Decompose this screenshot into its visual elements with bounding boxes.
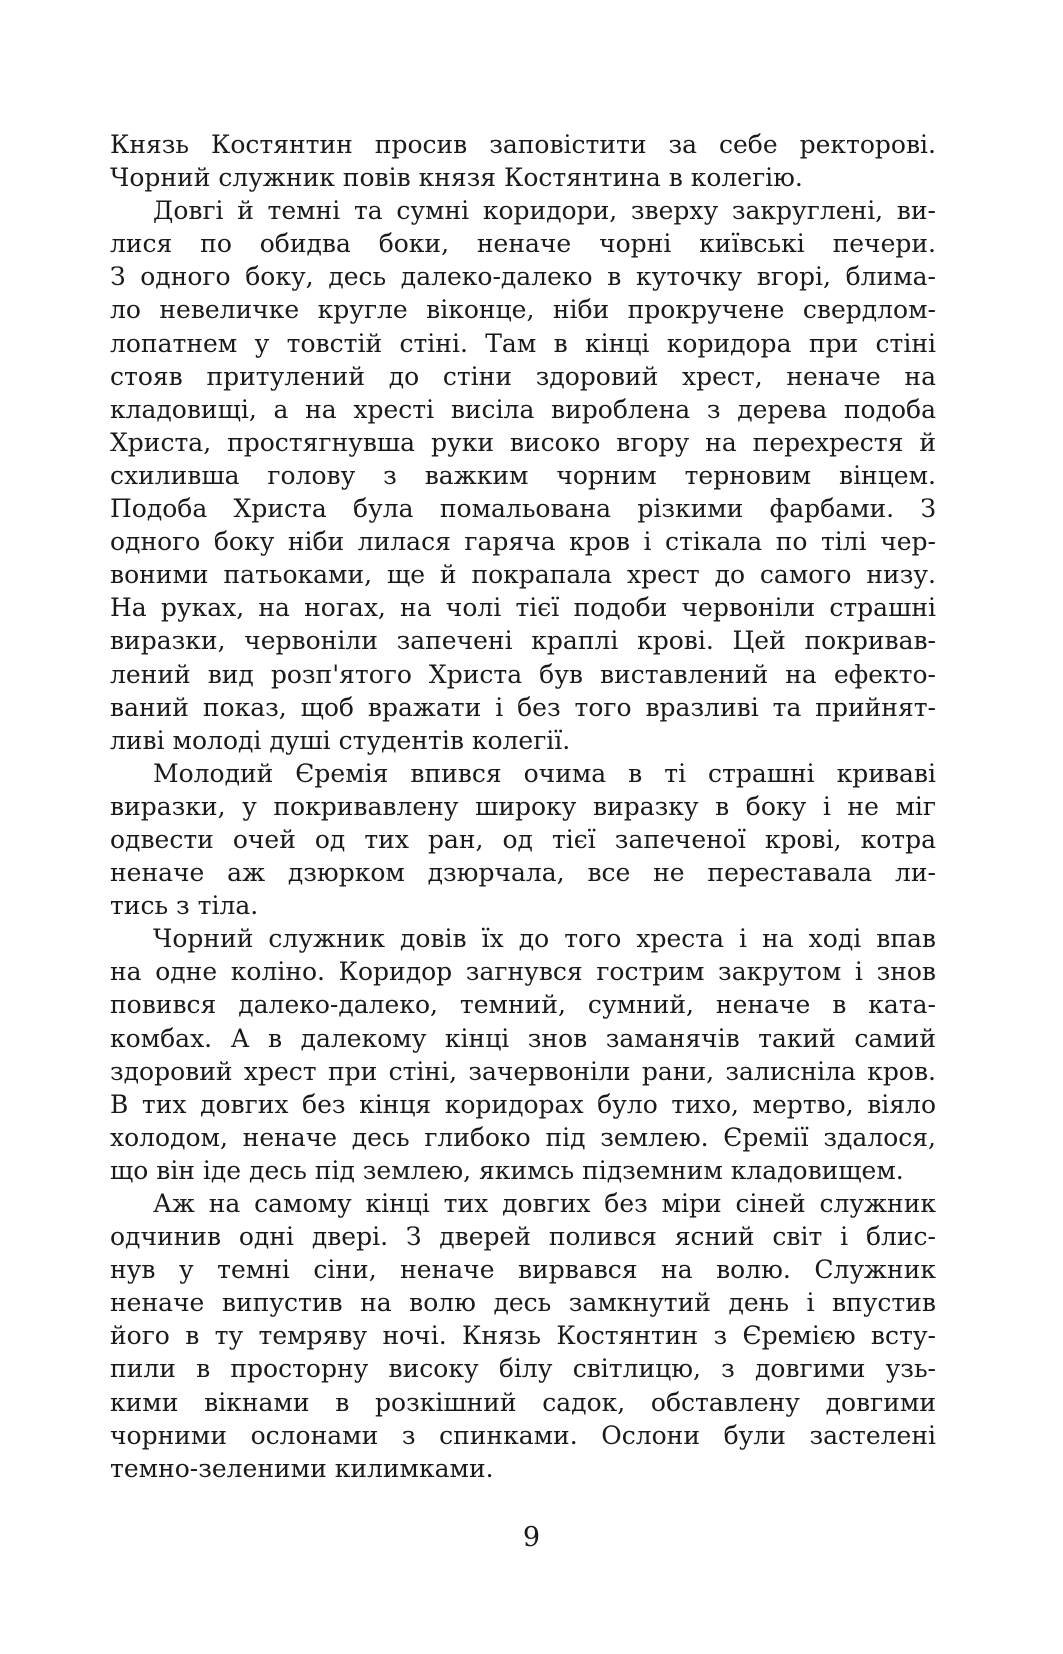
text-line: В тих довгих без кінця коридорах було тихо, мертво, віяло xyxy=(110,1089,936,1119)
text-line: одного боку ніби лилася гаряча кров і стікала по тілі чер- xyxy=(110,527,936,557)
text-line: одвести очей од тих ран, од тієї запеченої крові, котра xyxy=(110,824,936,854)
text-line: Чорний служник повів князя Костянтина в колегію. xyxy=(110,163,803,193)
text-line: повився далеко-далеко, темний, сумний, неначе в ката- xyxy=(110,990,936,1020)
text-line: Князь Костянтин просив заповістити за себе ректорові. xyxy=(110,130,936,159)
text-line: Христа, простягнувша руки високо вгору на перехрестя й xyxy=(110,427,936,457)
text-line: Молодий Єремія впився очима в ті страшні криваві xyxy=(153,758,936,788)
text-line: ваний показ, щоб вражати і без того вразливі та прийнят- xyxy=(110,692,936,722)
page-number: 9 xyxy=(522,1522,541,1553)
text-line: виразки, червоніли запечені краплі крові. Цей покривав- xyxy=(110,626,936,656)
text-line: чорними ослонами з спинками. Ослони були застелені xyxy=(110,1420,936,1450)
text-line: неначе випустив на волю десь замкнутий день і впустив xyxy=(110,1288,936,1318)
text-line: кладовищі, а на хресті висіла вироблена з дерева подоба xyxy=(110,394,936,424)
text-line: холодом, неначе десь глибоко під землею. Єремії здалося, xyxy=(110,1122,936,1152)
paragraph xyxy=(110,1187,936,1485)
text-line: неначе аж дзюрком дзюрчала, все не переставала ли- xyxy=(110,858,936,888)
paragraph xyxy=(110,757,936,922)
text-line: ло невеличке кругле віконце, ніби прокручене свердлом- xyxy=(110,295,936,325)
text-line: виразки, у покривавлену широку виразку в боку і не міг xyxy=(110,791,936,821)
text-line: нув у темні сіни, неначе вирвався на волю. Служник xyxy=(110,1255,936,1285)
text-line: темно-зеленими килимками. xyxy=(110,1453,494,1483)
text-line: комбах. А в далекому кінці знов заманячів такий самий xyxy=(110,1023,936,1053)
paragraph xyxy=(110,922,936,1187)
text-line: одчинив одні двері. З дверей полився ясний світ і блис- xyxy=(110,1222,936,1252)
text-line: схиливша голову з важким чорним терновим вінцем. xyxy=(110,460,936,490)
text-line: На руках, на ногах, на чолі тієї подоби червоніли страшні xyxy=(110,593,936,623)
text-line: Чорний служник довів їх до того хреста і на ході впав xyxy=(153,924,936,954)
text-line: стояв притулений до стіни здоровий хрест, неначе на xyxy=(110,361,936,391)
text-line: воними патьоками, ще й покрапала хрест до самого низу. xyxy=(110,560,936,590)
body-text xyxy=(110,128,936,1485)
text-line: лений вид розп'ятого Христа був виставлений на ефекто- xyxy=(110,659,936,689)
text-line: Довгі й темні та сумні коридори, зверху закруглені, ви- xyxy=(153,196,936,226)
text-line: З одного боку, десь далеко-далеко в куточку вгорі, блима- xyxy=(110,262,936,292)
text-line: лися по обидва боки, неначе чорні київські печери. xyxy=(110,229,936,259)
paragraph xyxy=(110,128,936,194)
text-line: лопатнем у товстій стіні. Там в кінці коридора при стіні xyxy=(110,328,936,358)
text-line: ливі молоді душі студентів колегії. xyxy=(110,725,571,755)
text-line: здоровий хрест при стіні, зачервоніли рани, залисніла кров. xyxy=(110,1056,936,1086)
text-line: на одне коліно. Коридор загнувся гострим закрутом і знов xyxy=(110,957,936,987)
text-line: Подоба Христа була помальована різкими фарбами. З xyxy=(110,494,936,524)
text-line: кими вікнами в розкішний садок, обставлену довгими xyxy=(110,1387,936,1417)
text-line: Аж на самому кінці тих довгих без міри сіней служник xyxy=(153,1189,936,1218)
text-line: що він іде десь під землею, якимсь підземним кладовищем. xyxy=(110,1155,904,1185)
text-line: пили в просторну високу білу світлицю, з довгими узь- xyxy=(110,1354,936,1384)
text-line: його в ту темряву ночі. Князь Костянтин з Єремією всту- xyxy=(110,1321,936,1351)
paragraph xyxy=(110,194,936,757)
text-line: тись з тіла. xyxy=(110,891,259,921)
